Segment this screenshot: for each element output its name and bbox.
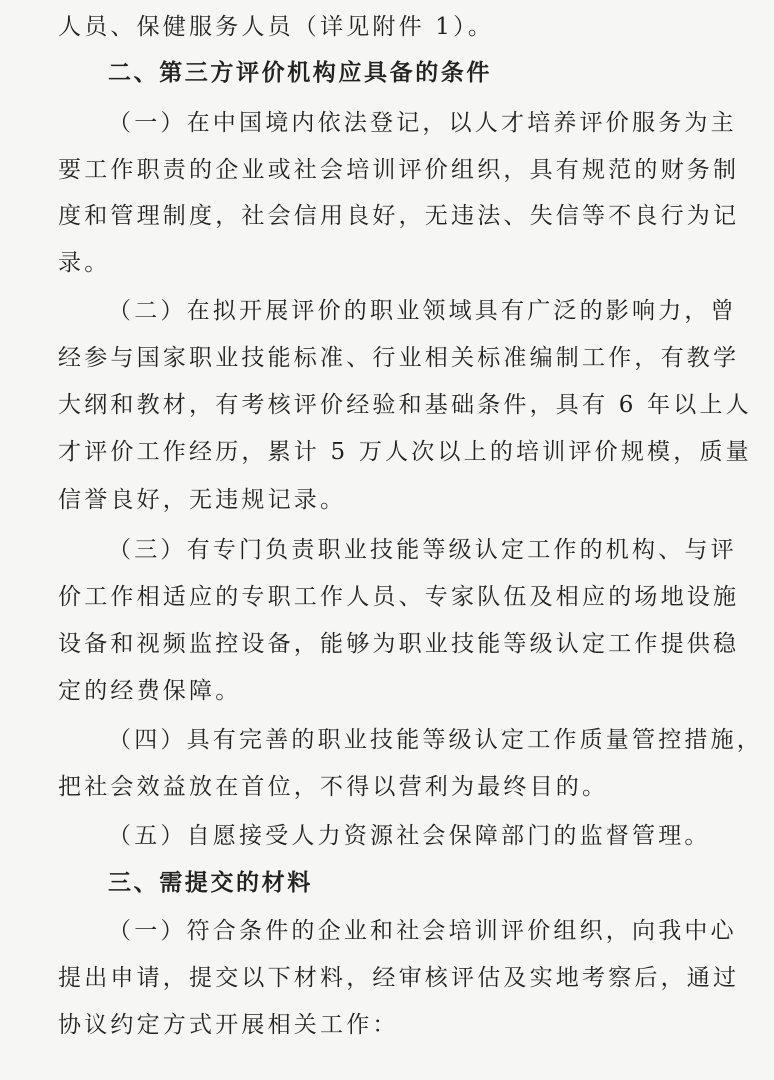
text-line: 经参与国家职业技能标准、行业相关标准编制工作，有教学 — [58, 345, 740, 371]
section-heading: 三、需提交的材料 — [108, 870, 313, 896]
text-line: （一）在中国境内依法登记，以人才培养评价服务为主 — [108, 110, 737, 136]
text-line: 才评价工作经历，累计 5 万人次以上的培训评价规模，质量 — [58, 439, 752, 465]
text-line: 把社会效益放在首位，不得以营利为最终目的。 — [58, 774, 609, 800]
text-line: 度和管理制度，社会信用良好，无违法、失信等不良行为记 — [58, 203, 740, 229]
text-line: （一）符合条件的企业和社会培训评价组织，向我中心 — [108, 918, 737, 944]
text-line: 大纲和教材，有考核评价经验和基础条件，具有 6 年以上人 — [58, 392, 752, 418]
text-line: （三）有专门负责职业技能等级认定工作的机构、与评 — [108, 537, 737, 563]
text-line: 定的经费保障。 — [58, 678, 242, 704]
text-line: 设备和视频监控设备，能够为职业技能等级认定工作提供稳 — [58, 631, 740, 657]
text-line: 提出申请，提交以下材料，经审核评估及实地考察后，通过 — [58, 965, 740, 991]
text-line: 要工作职责的企业或社会培训评价组织，具有规范的财务制 — [58, 157, 740, 183]
text-line: （四）具有完善的职业技能等级认定工作质量管控措施， — [108, 727, 763, 753]
section-heading: 二、第三方评价机构应具备的条件 — [108, 60, 492, 86]
text-line: 人员、保健服务人员（详见附件 1）。 — [58, 14, 495, 40]
text-line: （五）自愿接受人力资源社会保障部门的监督管理。 — [108, 823, 711, 849]
text-line: 价工作相适应的专职工作人员、专家队伍及相应的场地设施 — [58, 584, 740, 610]
text-line: （二）在拟开展评价的职业领域具有广泛的影响力，曾 — [108, 298, 737, 324]
text-line: 录。 — [58, 250, 111, 276]
text-line: 协议约定方式开展相关工作： — [58, 1012, 399, 1038]
text-line: 信誉良好，无违规记录。 — [58, 487, 347, 513]
